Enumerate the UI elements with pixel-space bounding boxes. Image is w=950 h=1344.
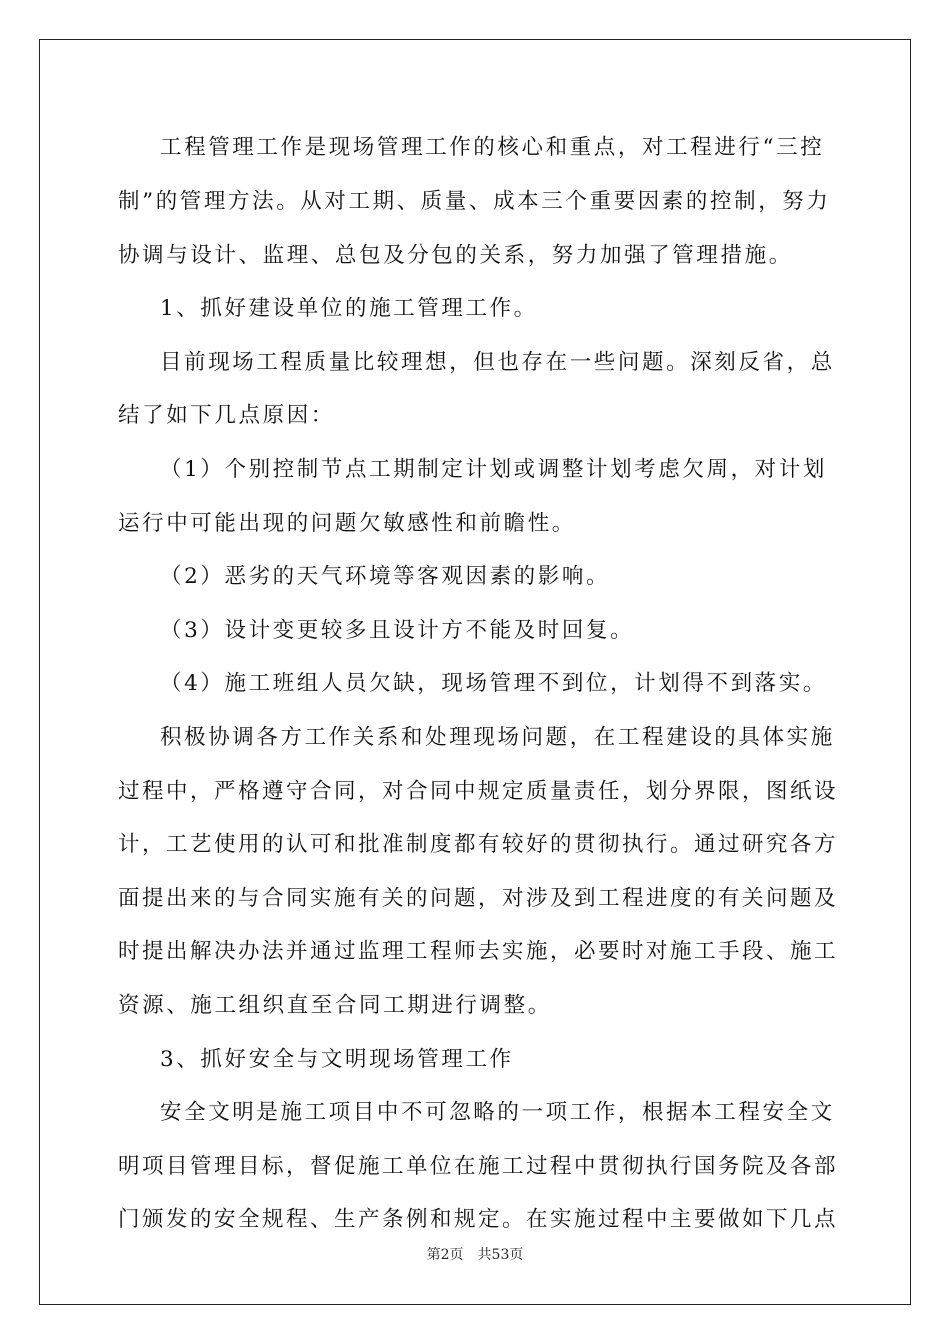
text-line: 3、抓好安全与文明现场管理工作	[160, 1047, 514, 1072]
text-line: 时提出解决办法并通过监理工程师去实施，必要时对施工手段、施工	[118, 939, 839, 964]
text-line: 积极协调各方工作关系和处理现场问题，在工程建设的具体实施	[160, 725, 835, 750]
page-total: 共53页	[477, 1247, 524, 1263]
page-number: 第2页	[426, 1247, 464, 1263]
text-line: 过程中，严格遵守合同，对合同中规定质量责任，划分界限，图纸设	[118, 779, 839, 804]
page-footer	[0, 1245, 950, 1265]
text-line: （2）恶劣的天气环境等客观因素的影响。	[160, 564, 611, 589]
text-line: 目前现场工程质量比较理想，但也存在一些问题。深刻反省，总	[160, 350, 835, 375]
text-line: 计，工艺使用的认可和批准制度都有较好的贯彻执行。通过研究各方	[118, 832, 839, 857]
text-line: 工程管理工作是现场管理工作的核心和重点，对工程进行“三控	[160, 135, 825, 160]
text-line: 运行中可能出现的问题欠敏感性和前瞻性。	[118, 511, 576, 536]
text-line: （1）个别控制节点工期制定计划或调整计划考虑欠周，对计划	[160, 457, 827, 482]
text-line: 面提出来的与合同实施有关的问题，对涉及到工程进度的有关问题及	[118, 886, 839, 911]
text-line: （4）施工班组人员欠缺，现场管理不到位，计划得不到落实。	[160, 671, 827, 696]
text-line: 明项目管理目标，督促施工单位在施工过程中贯彻执行国务院及各部	[118, 1154, 839, 1179]
text-line: 1、抓好建设单位的施工管理工作。	[160, 296, 538, 321]
text-line: 协调与设计、监理、总包及分包的关系，努力加强了管理措施。	[118, 243, 793, 268]
text-line: （3）设计变更较多且设计方不能及时回复。	[160, 618, 635, 643]
text-line: 安全文明是施工项目中不可忽略的一项工作，根据本工程安全文	[160, 1100, 835, 1125]
text-line: 结了如下几点原因：	[118, 403, 335, 428]
text-line: 制”的管理方法。从对工期、质量、成本三个重要因素的控制，努力	[118, 189, 831, 214]
text-line: 门颁发的安全规程、生产条例和规定。在实施过程中主要做如下几点	[118, 1207, 839, 1232]
text-line: 资源、施工组织直至合同工期进行调整。	[118, 993, 552, 1018]
